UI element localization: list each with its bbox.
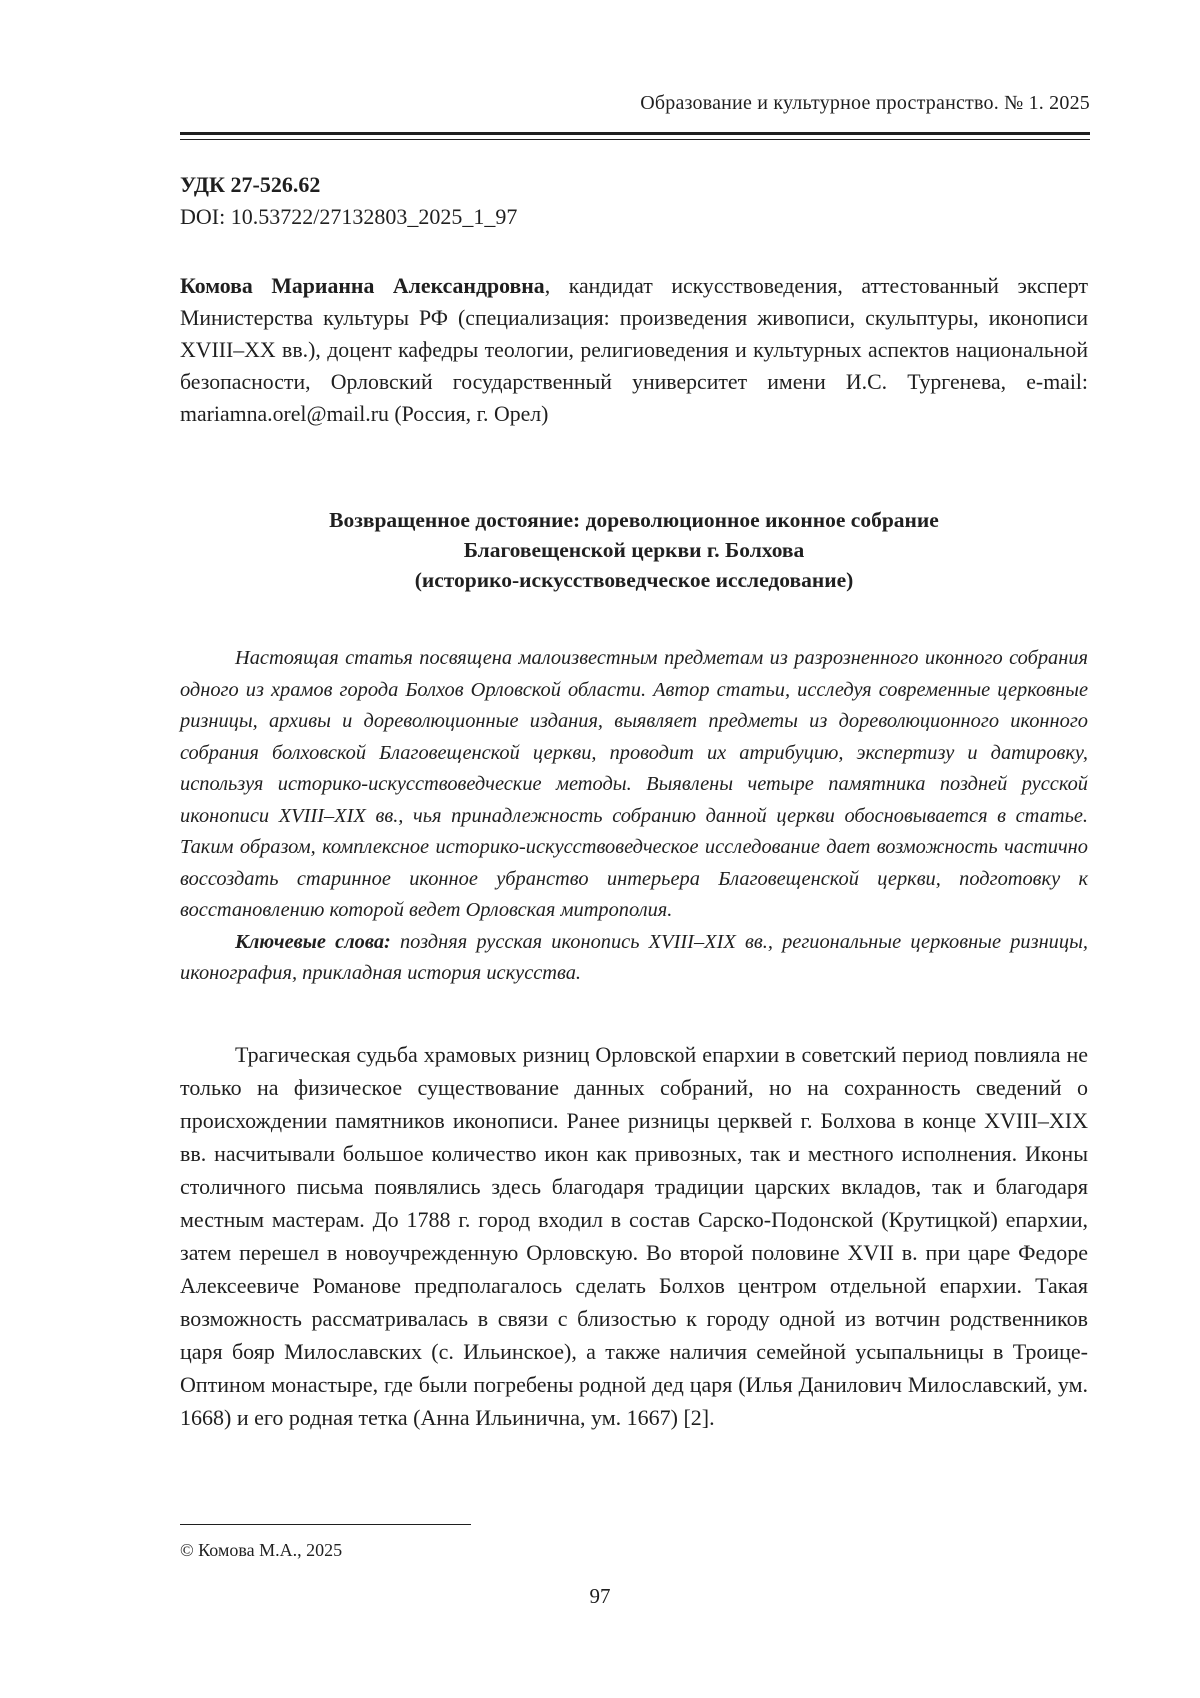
- keywords-label: Ключевые слова:: [235, 930, 391, 953]
- running-header: Образование и культурное пространство. № 1. 2025: [640, 92, 1090, 114]
- article-title-line-1: Возвращенное достояние: дореволюционное иконное собрание: [329, 508, 939, 532]
- abstract-text: Настоящая статья посвящена малоизвестным предметам из разрозненного иконного собрания одного из храмов города Болхов Орловской области. Автор статьи, исследуя современные церковные ризницы, архивы и дореволюционные издания, выявляет предметы из дореволюционного иконного собрания болховской Благовещенской церкви, проводит их атрибуцию, экспертизу и датировку, используя историко-искусствоведческие методы. Выявлены четыре памятника поздней русской иконописи XVIII–XIX вв., чья принадлежность собранию данной церкви обосновывается в статье. Таким образом, комплексное историко-искусствоведческое исследование дает возможность частично воссоздать старинное иконное убранство интерьера Благовещенской церкви, подготовку к восстановлению которой ведет Орловская митрополия.: [180, 647, 1088, 921]
- footnote-rule: [180, 1524, 471, 1525]
- keywords: [180, 927, 1088, 990]
- article-title-line-2: Благовещенской церкви г. Болхова: [463, 538, 805, 562]
- article-title-line-3: (историко-искусствоведческое исследование): [414, 568, 854, 592]
- author-info: [180, 270, 1088, 430]
- copyright-note: © Комова М.А., 2025: [180, 1540, 343, 1560]
- udk-code: УДК 27-526.62: [180, 172, 321, 197]
- keywords-list: поздняя русская иконопись XVIII–XIX вв., региональные церковные ризницы, иконография, прикладная история искусства.: [180, 930, 1088, 984]
- header-rule-thick: [180, 132, 1090, 135]
- body-paragraph-1: Трагическая судьба храмовых ризниц Орловской епархии в советский период повлияла не только на физическое существование данных собраний, но на сохранность сведений о происхождении памятников иконописи. Ранее ризницы церквей г. Болхова в конце XVIII–XIX вв. насчитывали большое количество икон как привозных, так и местного исполнения. Иконы столичного письма появлялись здесь благодаря традиции царских вкладов, так и благодаря местным мастерам. До 1788 г. город входил в состав Сарско-Подонской (Крутицкой) епархии, затем перешел в новоучрежденную Орловскую. Во второй половине XVII в. при царе Федоре Алексеевиче Романове предполагалось сделать Болхов центром отдельной епархии. Такая возможность рассматривалась в связи с близостью к городу одной из вотчин родственников царя бояр Милославских (с. Ильинское), а также наличия семейной усыпальницы в Троице-Оптином монастыре, где были погребены родной дед царя (Илья Данилович Милославский, ум. 1668) и его родная тетка (Анна Ильинична, ум. 1667) [2].: [180, 1042, 1088, 1430]
- doi: DOI: 10.53722/27132803_2025_1_97: [180, 204, 518, 229]
- page-number: 97: [589, 1584, 611, 1608]
- abstract: [180, 643, 1088, 990]
- body-text: [180, 1038, 1088, 1434]
- author-name: Комова Марианна Александровна: [180, 274, 545, 298]
- author-details: , кандидат искусствоведения, аттестованный эксперт Министерства культуры РФ (специализация: произведения живописи, скульптуры, иконописи XVIII–XX вв.), доцент кафедры теологии, религиоведения и культурных аспектов национальной безопасности, Орловский государственный университет имени И.С. Тургенева, e-mail: mariamna.orel@mail.ru (Россия, г. Орел): [180, 274, 1088, 426]
- header-rule-thin: [180, 139, 1090, 140]
- article-title: [180, 505, 1088, 595]
